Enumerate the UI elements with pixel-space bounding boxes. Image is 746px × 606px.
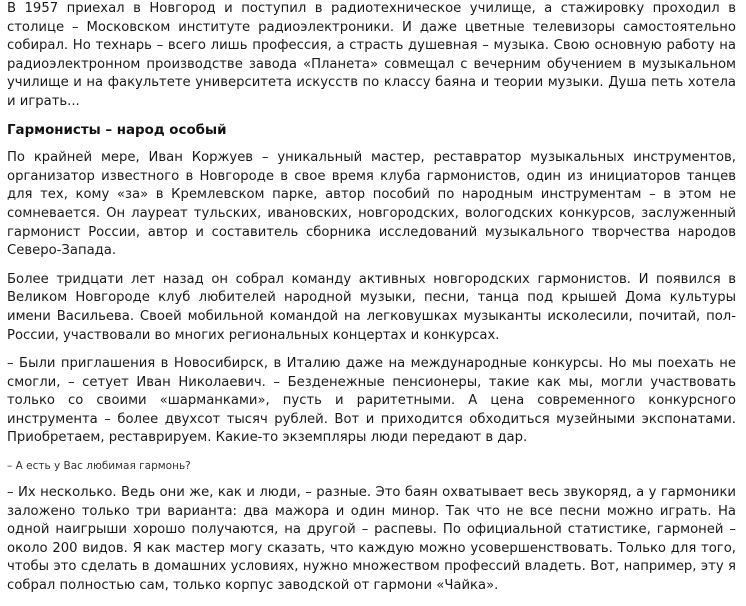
paragraph: – Их несколько. Ведь они же, как и люди, – разные. Это баян охватывает весь звукоряд, а у гармоники заложено только три варианта: два мажора и один минор. Так что не все песни можно играть. На одной наигрыши хорошо получаются, на другой – распевы. По официальной статистике, гармоней – около 200 видов. Я как мастер могу сказать, что каждую можно усовершенствовать. Только для того, чтобы это сделать в домашних условиях, нужно множеством профессий владеть. Вот, например, эту я собрал полностью сам, только корпус заводской от гармони «Чайка».: [7, 485, 736, 594]
interview-question: – А есть у Вас любимая гармонь?: [7, 460, 191, 473]
paragraph: – Были приглашения в Новосибирск, в Италию даже на международные конкурсы. Но мы поехать не смогли, – сетует Иван Николаевич. – Безденежные пенсионеры, такие как мы, могли участвовать только со своими «шарманками», пусть и раритетными. А цена современного конкурсного инструмента – более двухсот тысяч рублей. Вот и приходится обходиться музейными экспонатами. Приобретаем, реставрируем. Какие-то экземпляры люди передают в дар.: [7, 356, 736, 446]
paragraph: По крайней мере, Иван Коржуев – уникальный мастер, реставратор музыкальных инструментов, организатор известного в Новгороде в свое время клуба гармонистов, один из инициаторов танцев для тех, кому «за» в Кремлевском парке, автор пособий по народным инструментам – в этом не сомневается. Он лауреат тульских, ивановских, новгородских, вологодских конкурсов, заслуженный гармонист России, автор и составитель сборника исследований музыкального творчества народов Северо-Запада.: [7, 150, 736, 259]
article-body: [7, 0, 736, 606]
paragraph: Более тридцати лет назад он собрал команду активных новгородских гармонистов. И появился в Великом Новгороде клуб любителей народной музыки, песни, танца под крышей Дома культуры имени Васильева. Своей мобильной командой на легковушках музыканты исколесили, почитай, пол-России, участвовали во многих региональных концертах и конкурсах.: [7, 271, 736, 343]
section-heading: Гармонисты – народ особый: [7, 122, 227, 138]
paragraph-intro: В 1957 приехал в Новгород и поступил в радиотехническое училище, а стажировку проходил в столице – Московском институте радиоэлектроники. И даже цветные телевизоры самостоятельно собирал. Но технарь – всего лишь профессия, а страсть душевная – музыка. Свою основную работу на радиоэлектронном производстве завода «Планета» совмещал с вечерним обучением в музыкальном училище и на факультете университета искусств по классу баяна и теории музыки. Душа петь хотела и играть...: [7, 1, 736, 109]
